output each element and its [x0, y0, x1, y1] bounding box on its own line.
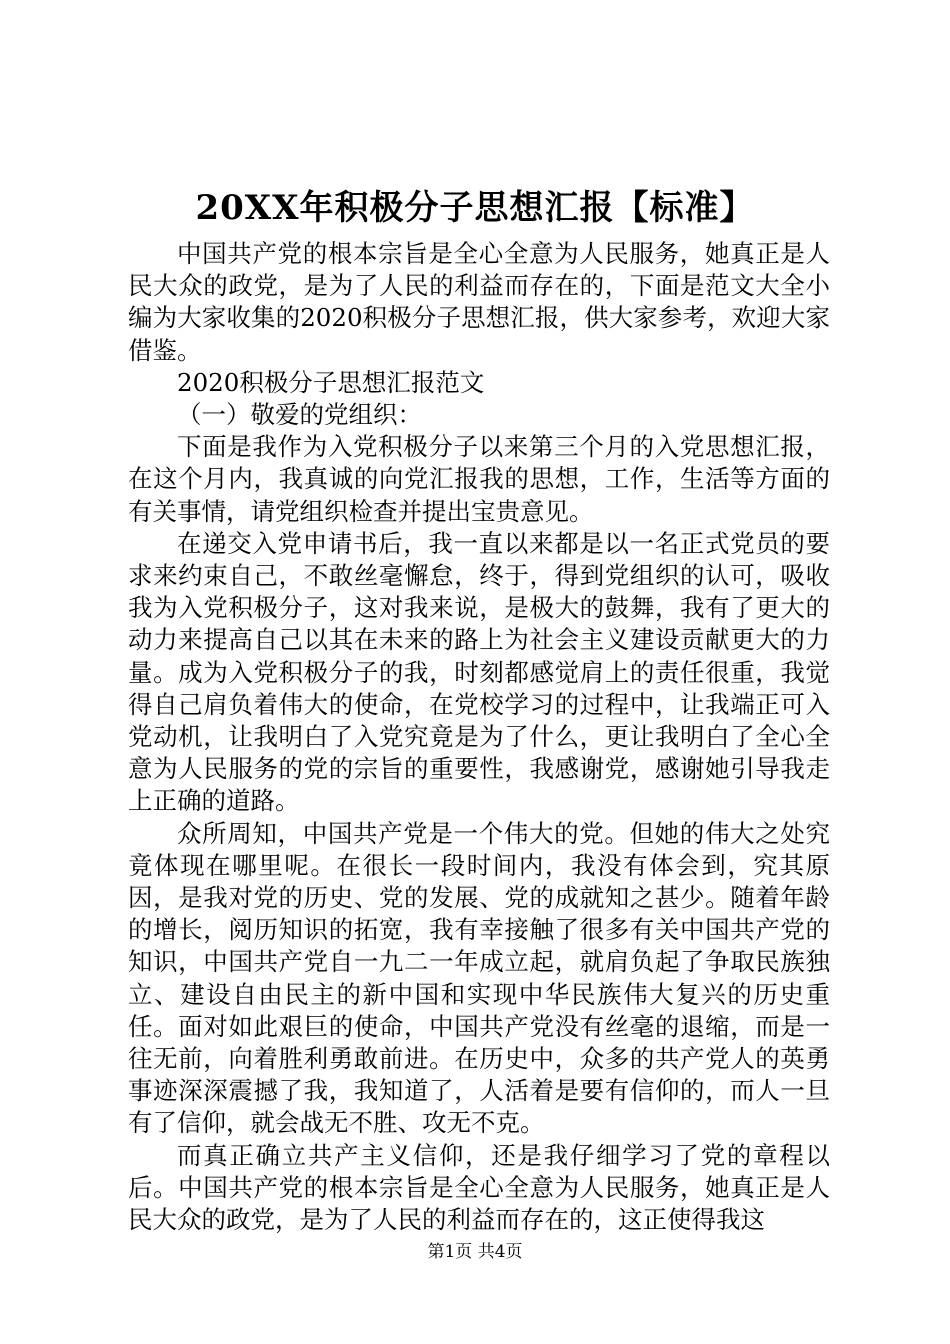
- paragraph-body: 众所周知，中国共产党是一个伟大的党。但她的伟大之处究竟体现在哪里呢。在很长一段时间内，我没有体会到，究其原因，是我对党的历史、党的发展、党的成就知之甚少。随着年龄的增长，阅历知识的拓宽，我有幸接触了很多有关中国共产党的知识，中国共产党自一九二一年成立起，就肩负起了争取民族独立、建设自由民主的新中国和实现中华民族伟大复兴的历史重任。面对如此艰巨的使命，中国共产党没有丝毫的退缩，而是一往无前，向着胜利勇敢前进。在历史中，众多的共产党人的英勇事迹深深震撼了我，我知道了，人活着是要有信仰的，而人一旦有了信仰，就会战无不胜、攻无不克。: [128, 818, 830, 1138]
- paragraph-body: 下面是我作为入党积极分子以来第三个月的入党思想汇报，在这个月内，我真诚的向党汇报我的思想，工作，生活等方面的有关事情，请党组织检查并提出宝贵意见。: [128, 432, 830, 526]
- paragraph-body: 在递交入党申请书后，我一直以来都是以一名正式党员的要求来约束自己，不敢丝毫懈怠，终于，得到党组织的认可，吸收我为入党积极分子，这对我来说，是极大的鼓舞，我有了更大的动力来提高自己以其在未来的路上为社会主义建设贡献更大的力量。成为入党积极分子的我，时刻都感觉肩上的责任很重，我觉得自己肩负着伟大的使命，在党校学习的过程中，让我端正可入党动机，让我明白了入党究竟是为了什么，更让我明白了全心全意为人民服务的党的宗旨的重要性，我感谢党，感谢她引导我走上正确的道路。: [128, 528, 830, 816]
- paragraph-salutation: （一）敬爱的党组织：: [177, 400, 422, 430]
- document-title: 20XX年积极分子思想汇报【标准】: [195, 188, 755, 228]
- paragraph-subtitle: 2020积极分子思想汇报范文: [177, 367, 485, 397]
- paragraph-body: 而真正确立共产主义信仰，还是我仔细学习了党的章程以后。中国共产党的根本宗旨是全心全意为人民服务，她真正是人民大众的政党，是为了人民的利益而存在的，这正使得我这: [128, 1140, 830, 1235]
- page-number-footer: 第1页 共4页: [427, 1242, 523, 1262]
- paragraph-intro: 中国共产党的根本宗旨是全心全意为人民服务，她真正是人民大众的政党，是为了人民的利益而存在的，下面是范文大全小编为大家收集的2020积极分子思想汇报，供大家参考，欢迎大家借鉴。: [128, 239, 830, 365]
- document-body: [128, 238, 830, 1236]
